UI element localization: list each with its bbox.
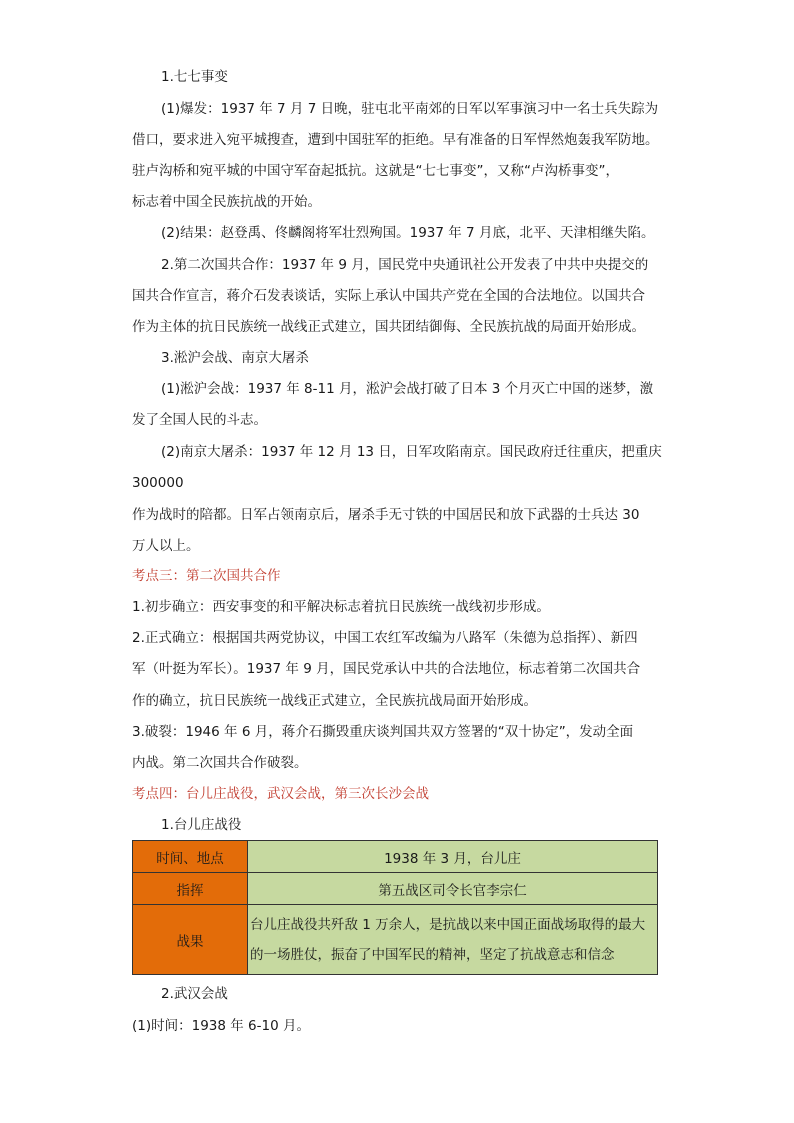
paragraph-line: (2)结果：赵登禹、佟麟阁将军壮烈殉国。1937 年 7 月底，北平、天津相继失陷。: [161, 225, 655, 241]
paragraph-line: 军（叶挺为军长）。1937 年 9 月，国民党承认中共的合法地位，标志着第二次国共合: [132, 661, 641, 677]
paragraph-line: 2.正式确立：根据国共两党协议，中国工农红军改编为八路军（朱德为总指挥）、新四: [132, 630, 638, 646]
paragraph-line: 3.破裂：1946 年 6 月，蒋介石撕毁重庆谈判国共双方签署的“双十协定”，发动全面: [132, 724, 634, 740]
taierzhuang-table: [132, 840, 658, 975]
paragraph-line: (1)淞沪会战：1937 年 8-11 月，淞沪会战打破了日本 3 个月灭亡中国的迷梦，激: [161, 381, 654, 397]
table-header-cell: 指挥: [133, 873, 248, 905]
table-header-cell: 战果: [133, 905, 248, 975]
table-value-cell: [248, 905, 658, 975]
point-heading-second-cooperation: 考点三：第二次国共合作: [132, 568, 281, 584]
point-heading-battles: 考点四：台儿庄战役，武汉会战，第三次长沙会战: [132, 786, 429, 802]
section-heading-qiqi: 1.七七事变: [161, 69, 228, 85]
table-value-line: 台儿庄战役共歼敌 1 万余人，是抗战以来中国正面战场取得的最大: [250, 916, 646, 933]
paragraph-line: 1.初步确立：西安事变的和平解决标志着抗日民族统一战线初步形成。: [132, 599, 550, 615]
paragraph-line: 作的确立，抗日民族统一战线正式建立，全民族抗战局面开始形成。: [132, 693, 537, 709]
paragraph-line: 万人以上。: [132, 538, 200, 554]
paragraph-line: 发了全国人民的斗志。: [132, 412, 267, 428]
table-row: [133, 905, 658, 975]
paragraph-line: (1)爆发：1937 年 7 月 7 日晚，驻屯北平南郊的日军以军事演习中一名士兵失踪为: [161, 101, 659, 117]
paragraph-line: (2)南京大屠杀：1937 年 12 月 13 日，日军攻陷南京。国民政府迁往重庆，把重庆: [161, 444, 662, 460]
paragraph-line: 300000: [132, 475, 184, 491]
table-row: [133, 841, 658, 873]
table-value-cell: 1938 年 3 月，台儿庄: [248, 841, 658, 873]
paragraph-line: 作为战时的陪都。日军占领南京后，屠杀手无寸铁的中国居民和放下武器的士兵达 30: [132, 507, 640, 523]
paragraph-line: 标志着中国全民族抗战的开始。: [132, 194, 321, 210]
paragraph-line: 国共合作宣言，蒋介石发表谈话，实际上承认中国共产党在全国的合法地位。以国共合: [132, 288, 645, 304]
paragraph-line: 驻卢沟桥和宛平城的中国守军奋起抵抗。这就是“七七事变”，又称“卢沟桥事变”，: [132, 163, 619, 179]
paragraph-line: 借口，要求进入宛平城搜查，遭到中国驻军的拒绝。早有准备的日军悍然炮轰我军防地。: [132, 132, 659, 148]
section-heading-songhu-nanjing: 3.淞沪会战、南京大屠杀: [161, 350, 309, 366]
paragraph-line: (1)时间：1938 年 6-10 月。: [132, 1018, 310, 1034]
table-header-cell: 时间、地点: [133, 841, 248, 873]
table-value-cell: 第五战区司令长官李宗仁: [248, 873, 658, 905]
table-row: [133, 873, 658, 905]
subheading-taierzhuang: 1.台儿庄战役: [161, 817, 242, 833]
table-value-line: 的一场胜仗，振奋了中国军民的精神，坚定了抗战意志和信念: [250, 946, 615, 963]
paragraph-line: 作为主体的抗日民族统一战线正式建立，国共团结御侮、全民族抗战的局面开始形成。: [132, 319, 645, 335]
subheading-wuhan: 2.武汉会战: [161, 986, 228, 1002]
paragraph-line: 2.第二次国共合作：1937 年 9 月，国民党中央通讯社公开发表了中共中央提交的: [161, 257, 649, 273]
paragraph-line: 内战。第二次国共合作破裂。: [132, 755, 308, 771]
